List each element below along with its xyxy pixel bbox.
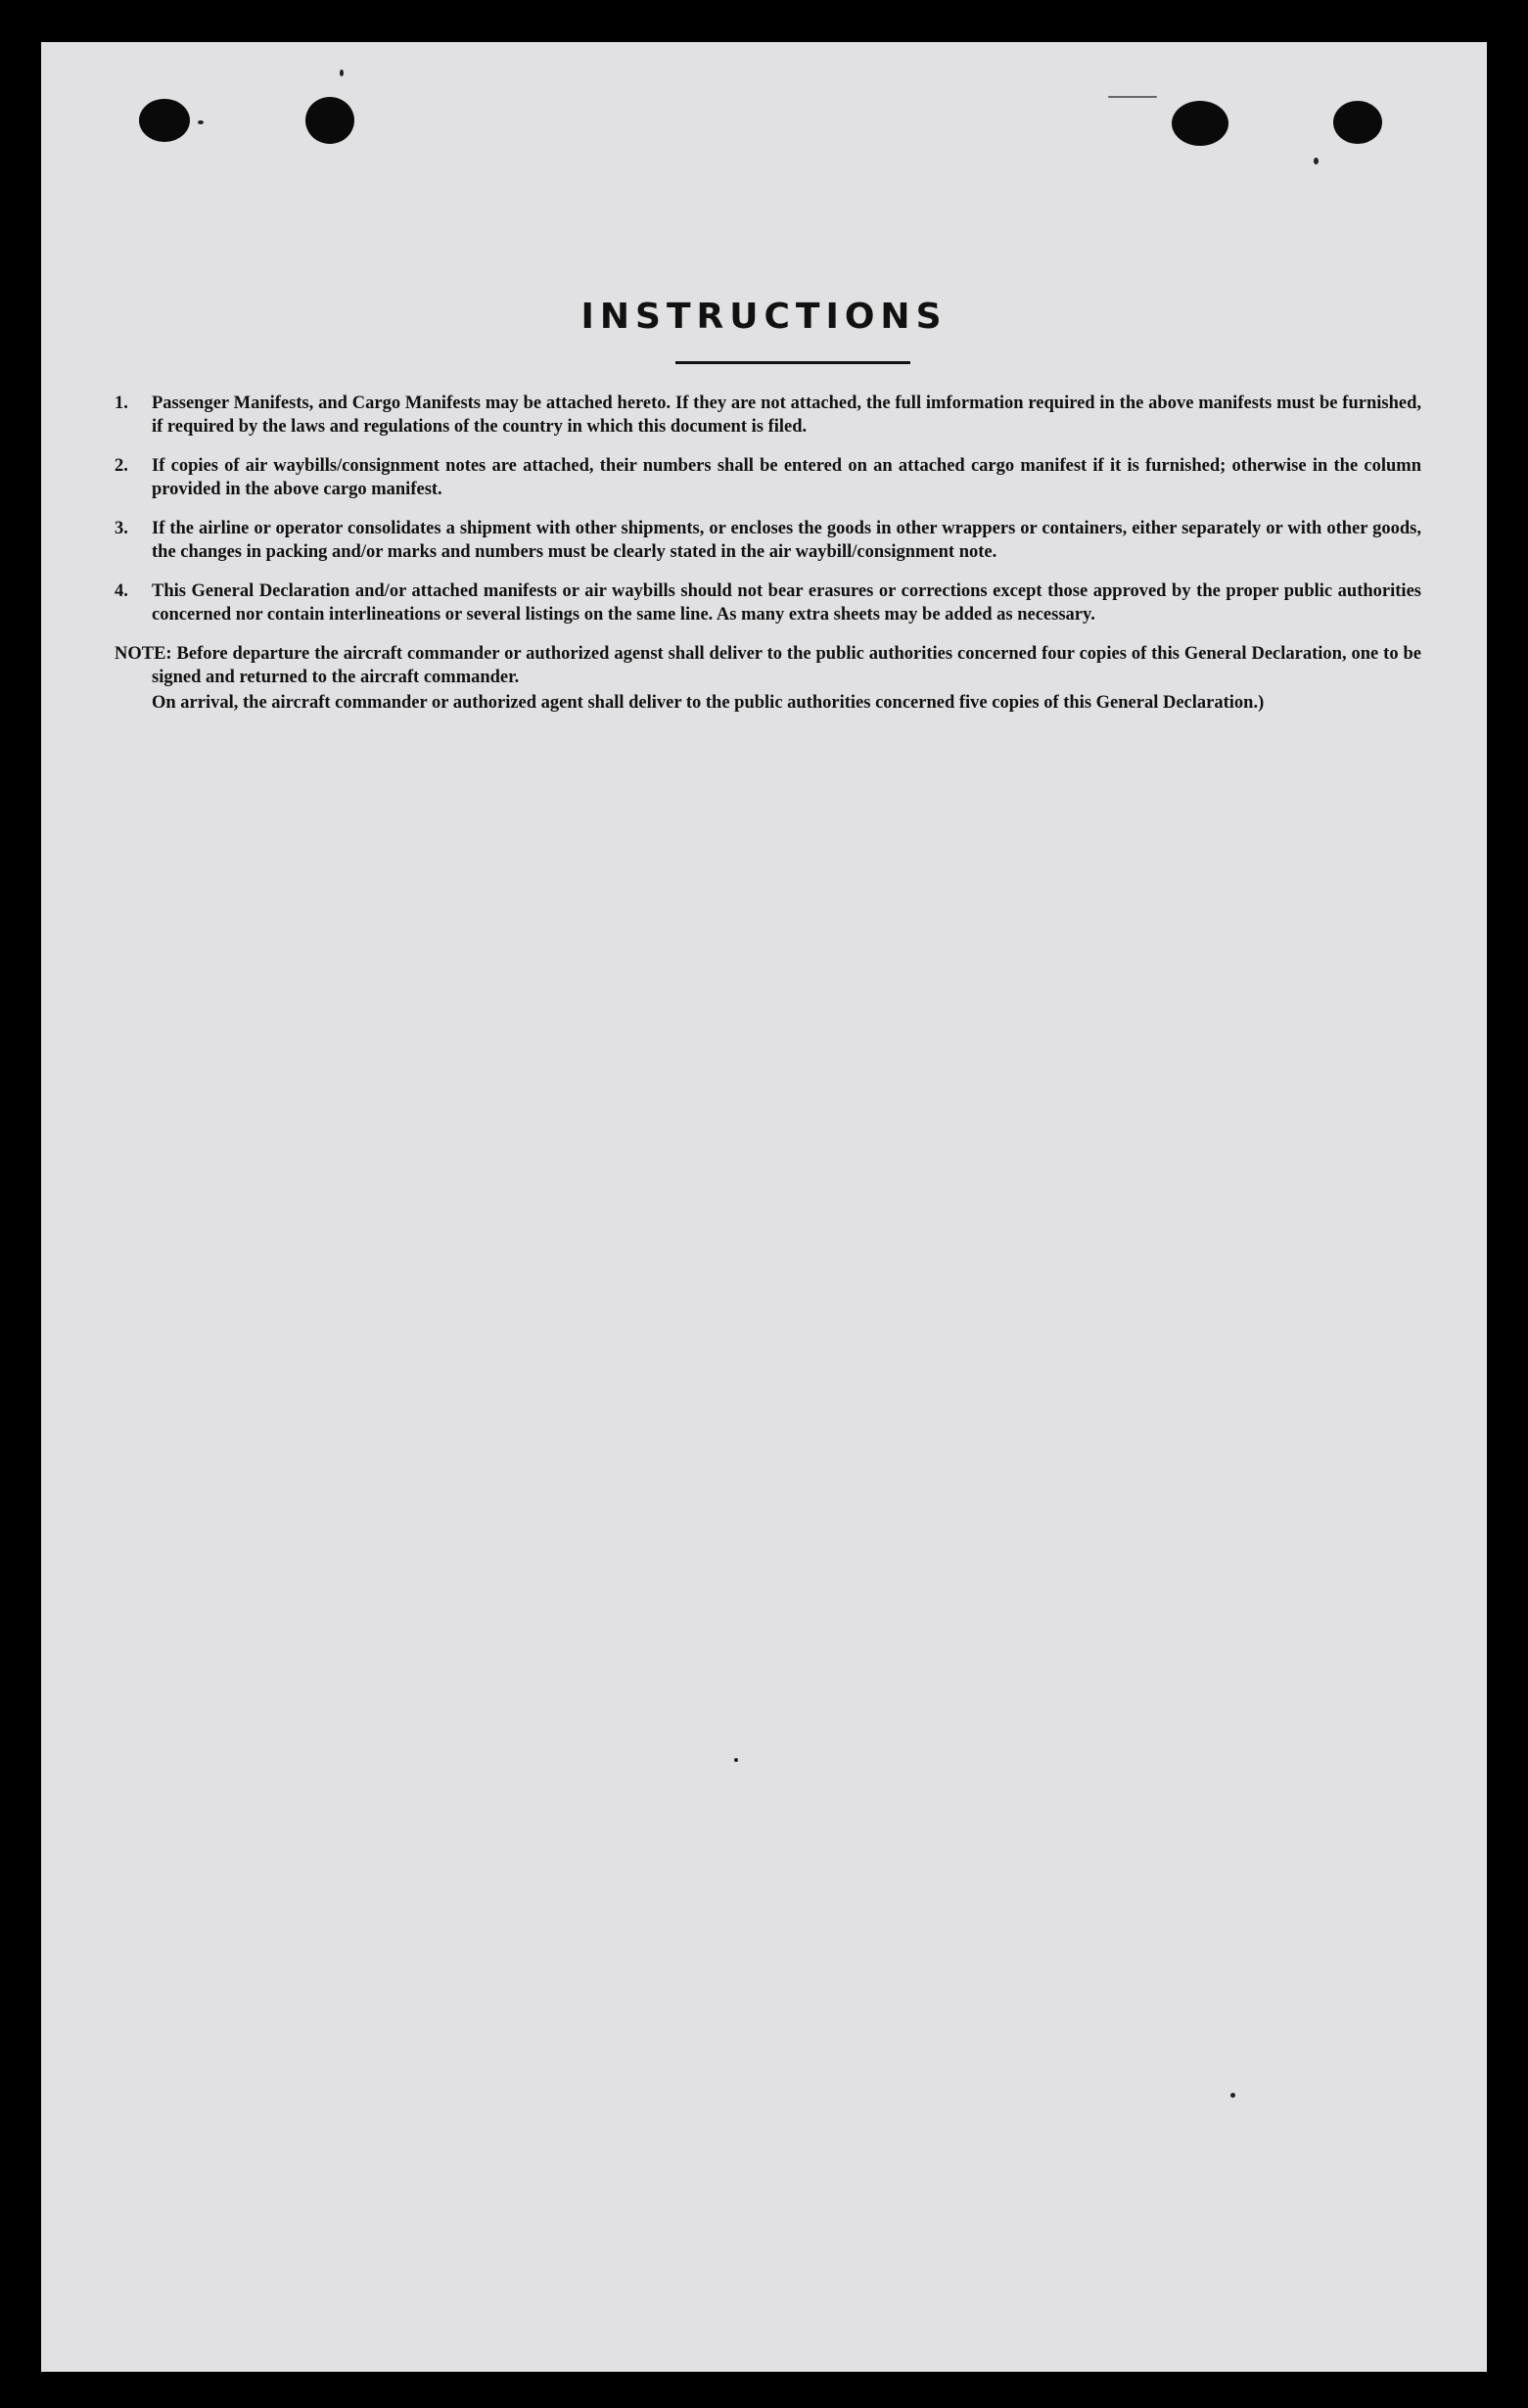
instruction-item <box>115 579 1421 626</box>
instruction-text: This General Declaration and/or attached manifests or air waybills should not bear erasures or corrections except those approved by the proper public authorities concerned nor contain interlineations or several listings on the same line. As many extra sheets may be added as necessary. <box>152 581 1421 625</box>
speck-mark <box>1108 96 1157 98</box>
instruction-number: 1. <box>115 394 128 413</box>
instruction-text: If copies of air waybills/consignment notes are attached, their numbers shall be entered on an attached cargo manifest if it is furnished; otherwise in the column provided in the above cargo manifest. <box>152 456 1421 499</box>
speck-mark <box>734 1758 738 1762</box>
note-first-text: Before departure the aircraft commander or authorized agenst shall deliver to the public authorities concerned four copies of this General Declaration, one to be signed and returned to the aircraft commander. <box>152 644 1421 687</box>
punch-hole-icon <box>305 97 354 144</box>
speck-mark <box>198 120 204 124</box>
speck-mark <box>1314 158 1319 164</box>
note-second-paragraph: On arrival, the aircraft commander or authorized agent shall deliver to the public authorities concerned five copies of this General Declaration.) <box>152 693 1265 713</box>
speck-mark <box>1230 2093 1235 2098</box>
document-page <box>41 42 1487 2372</box>
instruction-number: 2. <box>115 456 128 476</box>
instruction-text: Passenger Manifests, and Cargo Manifests may be attached hereto. If they are not attached, the full imformation required in the above manifests must be furnished, if required by the laws and regulations of the country in which this document is filed. <box>152 394 1421 437</box>
instruction-item <box>115 517 1421 564</box>
note-label: NOTE: <box>115 644 172 664</box>
instructions-body <box>115 392 1421 715</box>
punch-hole-icon <box>1172 101 1228 146</box>
page-title: INSTRUCTIONS <box>580 297 948 337</box>
instruction-text: If the airline or operator consolidates a shipment with other shipments, or encloses the goods in other wrappers or containers, either separately or with other goods, the changes in packing and/or marks and numbers must be clearly stated in the air waybill/consignment note. <box>152 519 1421 562</box>
instruction-number: 4. <box>115 581 128 601</box>
instruction-item <box>115 454 1421 501</box>
note-first-paragraph <box>115 642 1421 689</box>
note-section <box>115 642 1421 715</box>
instruction-item <box>115 392 1421 439</box>
punch-hole-icon <box>139 99 190 142</box>
punch-hole-icon <box>1333 101 1382 144</box>
speck-mark <box>340 69 344 76</box>
instruction-number: 3. <box>115 519 128 538</box>
title-underline <box>675 361 910 364</box>
